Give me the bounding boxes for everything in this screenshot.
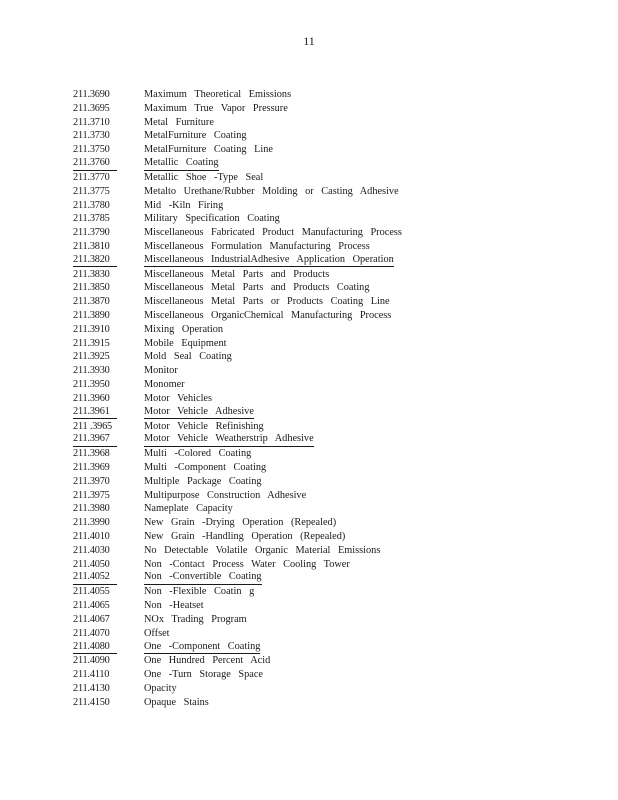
section-number: 211.3695 [73, 102, 110, 114]
defined-term: One Hundred Percent Acid [144, 655, 271, 667]
defined-term: MetalFurniture Coating [144, 130, 247, 142]
defined-term: Monomer [144, 379, 185, 391]
defined-term: Miscellaneous Metal Parts and Products [144, 268, 330, 280]
section-number: 211 .3965 [73, 420, 113, 432]
defined-term: One -Component Coating [144, 641, 260, 655]
defined-term: NOx Trading Program [144, 613, 247, 625]
section-number: 211.3750 [73, 144, 110, 156]
defined-term: Multi -Colored Coating [144, 448, 252, 460]
section-number: 211.4070 [73, 627, 110, 639]
section-number: 211.3990 [73, 517, 110, 529]
defined-term: Motor Vehicle Refinishing [144, 420, 264, 432]
section-number: 211.3960 [73, 392, 110, 404]
section-number: 211.3890 [73, 310, 110, 321]
section-number: 211.3870 [73, 296, 110, 308]
defined-term: Multi -Component Coating [144, 461, 267, 473]
section-number: 211.3915 [73, 337, 110, 349]
section-number: 211.3967 [73, 433, 117, 447]
section-number: 211.3730 [73, 130, 110, 142]
defined-term: New Grain -Drying Operation (Repealed) [144, 517, 337, 529]
section-number: 211.4065 [73, 600, 110, 612]
section-number: 211.3790 [73, 227, 110, 239]
defined-term: Opaque Stains [144, 696, 209, 708]
defined-term: Military Specification Coating [144, 213, 280, 225]
defined-term: Multipurpose Construction Adhesive [144, 489, 307, 501]
defined-term: Non -Contact Process Water Cooling Tower [144, 558, 350, 570]
defined-term: Maximum True Vapor Pressure [144, 102, 288, 114]
defined-term: Miscellaneous Metal Parts or Products Coating Line [144, 296, 390, 308]
defined-term: Mold Seal Coating [144, 351, 232, 363]
defined-term: Offset [144, 627, 170, 639]
section-number: 211.4110 [73, 669, 110, 681]
page-number: 11 [303, 34, 315, 48]
defined-term: Miscellaneous OrganicChemical Manufacturing Process [144, 310, 392, 321]
section-number: 211.4030 [73, 544, 110, 556]
defined-term: Monitor [144, 365, 178, 377]
section-number: 211.3968 [73, 448, 110, 460]
section-number: 211.3950 [73, 379, 110, 391]
defined-term: No Detectable Volatile Organic Material Emissions [144, 544, 381, 556]
section-number: 211.3980 [73, 503, 110, 515]
section-number: 211.4150 [73, 696, 110, 708]
defined-term: Opacity [144, 682, 177, 694]
section-number: 211.3830 [73, 268, 110, 280]
defined-term: Metallic Coating [144, 157, 219, 171]
defined-term: Miscellaneous Metal Parts and Products Coating [144, 282, 370, 294]
section-number: 211.3760 [73, 157, 117, 171]
defined-term: Metallic Shoe -Type Seal [144, 171, 264, 183]
section-number: 211.3690 [73, 89, 110, 100]
section-number: 211.3850 [73, 282, 110, 294]
section-number: 211.4052 [73, 571, 117, 585]
defined-term: Multiple Package Coating [144, 475, 262, 487]
section-number: 211.3930 [73, 365, 110, 377]
defined-term: Mobile Equipment [144, 337, 227, 349]
defined-term: New Grain -Handling Operation (Repealed) [144, 531, 346, 542]
defined-term: Miscellaneous IndustrialAdhesive Application Operation [144, 254, 394, 268]
section-number: 211.4050 [73, 558, 110, 570]
section-number: 211.3710 [73, 116, 110, 128]
section-number: 211.3770 [73, 171, 110, 183]
section-number: 211.3810 [73, 240, 110, 252]
defined-term: Non -Flexible Coatin g [144, 586, 255, 598]
defined-term: Mixing Operation [144, 323, 224, 335]
section-number: 211.3820 [73, 254, 117, 268]
defined-term: Non -Convertible Coating [144, 571, 262, 585]
defined-term: One -Turn Storage Space [144, 669, 263, 681]
section-number: 211.4067 [73, 613, 110, 625]
section-number: 211.3961 [73, 406, 117, 420]
section-number: 211.3780 [73, 199, 110, 211]
section-number: 211.4055 [73, 586, 110, 598]
defined-term: Motor Vehicle Weatherstrip Adhesive [144, 433, 314, 447]
defined-term: Motor Vehicles [144, 392, 213, 404]
section-number: 211.4080 [73, 641, 117, 655]
defined-term: Metalto Urethane/Rubber Molding or Casting Adhesive [144, 185, 399, 197]
defined-term: Maximum Theoretical Emissions [144, 89, 292, 100]
defined-term: Motor Vehicle Adhesive [144, 406, 254, 420]
section-number: 211.3925 [73, 351, 110, 363]
section-number: 211.4010 [73, 531, 110, 542]
section-number: 211.3969 [73, 461, 110, 473]
defined-term: Metal Furniture [144, 116, 214, 128]
section-number: 211.4130 [73, 682, 110, 694]
section-number: 211.3775 [73, 185, 110, 197]
defined-term: Miscellaneous Formulation Manufacturing Process [144, 240, 370, 252]
defined-term: Non -Heatset [144, 600, 204, 612]
defined-term: Miscellaneous Fabricated Product Manufacturing Process [144, 227, 402, 239]
section-number: 211.3975 [73, 489, 110, 501]
section-number: 211.3910 [73, 323, 110, 335]
defined-term: Mid -Kiln Firing [144, 199, 224, 211]
section-number: 211.3785 [73, 213, 110, 225]
section-number: 211.4090 [73, 655, 110, 667]
defined-term: Nameplate Capacity [144, 503, 233, 515]
defined-term: MetalFurniture Coating Line [144, 144, 273, 156]
section-number: 211.3970 [73, 475, 110, 487]
